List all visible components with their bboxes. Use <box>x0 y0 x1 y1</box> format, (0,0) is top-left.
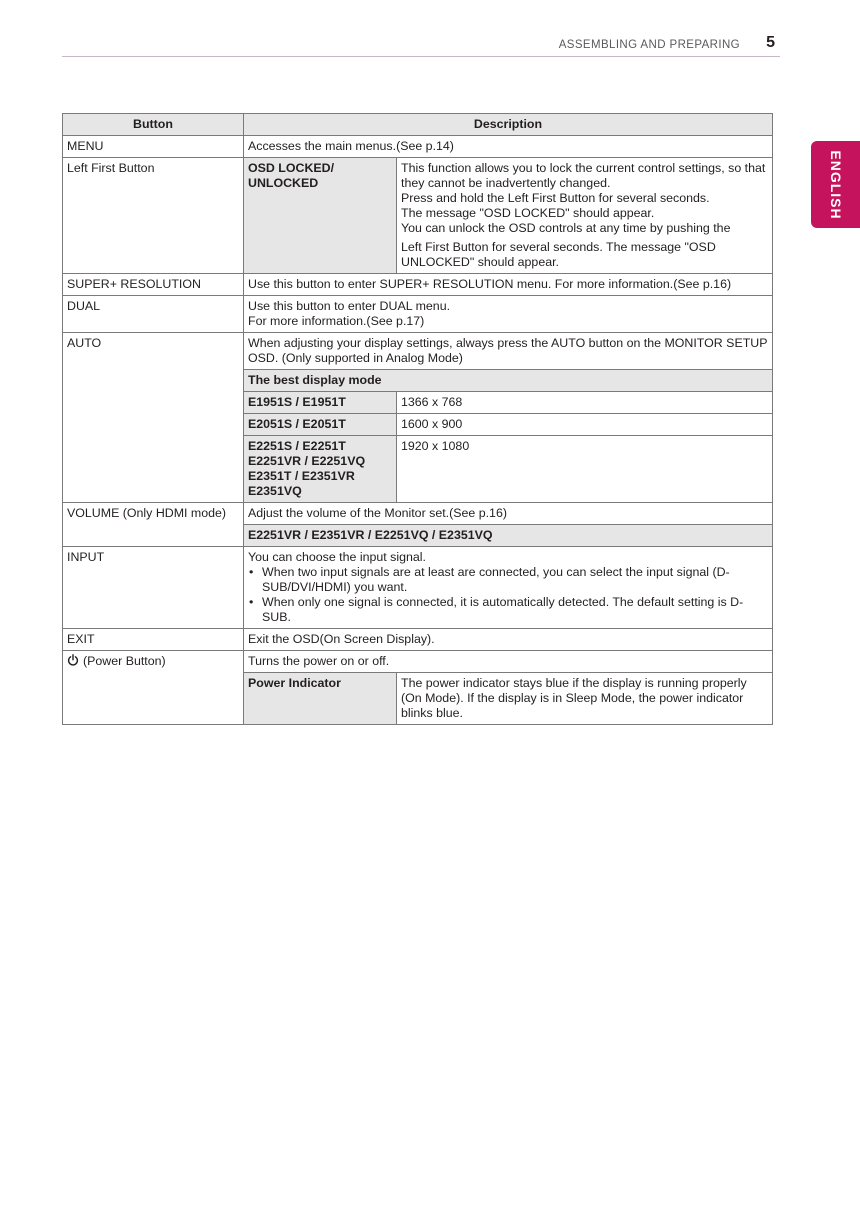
table-row <box>63 651 773 673</box>
language-tab-label: ENGLISH <box>827 149 844 220</box>
button-description: Adjust the volume of the Monitor set.(See p.16) <box>244 503 773 525</box>
resolution-value: 1600 x 900 <box>397 414 773 436</box>
button-name: INPUT <box>63 547 244 629</box>
description-line: The message "OSD LOCKED" should appear. <box>401 206 655 220</box>
resolution-value: 1920 x 1080 <box>397 436 773 503</box>
button-name: AUTO <box>63 333 244 503</box>
sub-description: The power indicator stays blue if the display is running properly (On Mode). If the display is in Sleep Mode, the power indicator blinks blue. <box>397 673 773 725</box>
button-name: EXIT <box>63 629 244 651</box>
bullet-item: • When only one signal is connected, it is automatically detected. The default setting is D-SUB. <box>262 595 768 625</box>
bullet-list <box>248 565 768 625</box>
description-line: You can unlock the OSD controls at any time by pushing the <box>401 221 731 235</box>
table-row <box>63 547 773 629</box>
section-title: ASSEMBLING AND PREPARING <box>558 39 740 51</box>
power-icon <box>67 654 79 666</box>
button-description: Use this button to enter SUPER+ RESOLUTION menu. For more information.(See p.16) <box>244 274 773 296</box>
model-name: E2051S / E2051T <box>244 414 397 436</box>
model-name: E2251VR / E2251VQ <box>248 454 366 468</box>
table-row <box>63 296 773 333</box>
description-line: You can choose the input signal. <box>248 550 426 564</box>
table-header-row <box>63 114 773 136</box>
sub-label: OSD LOCKED/ UNLOCKED <box>244 158 397 274</box>
table-row <box>63 158 773 274</box>
table-row <box>63 274 773 296</box>
resolution-value: 1366 x 768 <box>397 392 773 414</box>
button-name: DUAL <box>63 296 244 333</box>
page-header <box>62 34 780 56</box>
button-description: When adjusting your display settings, always press the AUTO button on the MONITOR SETUP OSD. (Only supported in Analog Mode) <box>244 333 773 370</box>
button-description <box>397 158 773 274</box>
button-description <box>244 547 773 629</box>
table-row <box>63 503 773 525</box>
button-name: MENU <box>63 136 244 158</box>
model-name-list <box>244 436 397 503</box>
description-line: Press and hold the Left First Button for several seconds. <box>401 191 710 205</box>
header-divider <box>62 56 780 57</box>
button-name: SUPER+ RESOLUTION <box>63 274 244 296</box>
bullet-item: • When two input signals are at least are connected, you can select the input signal (D-SUB/DVI/HDMI) you want. <box>262 565 768 595</box>
model-name: E2351T / E2351VR <box>248 469 355 483</box>
button-name: VOLUME (Only HDMI mode) <box>63 503 244 547</box>
model-name: E2351VQ <box>248 484 302 498</box>
button-name-cell <box>63 651 244 725</box>
button-name: (Power Button) <box>83 654 166 668</box>
language-tab <box>811 141 860 228</box>
column-header-button: Button <box>63 114 244 136</box>
best-display-mode-heading: The best display mode <box>244 370 773 392</box>
supported-models: E2251VR / E2351VR / E2251VQ / E2351VQ <box>244 525 773 547</box>
description-line: Left First Button for several seconds. The message "OSD UNLOCKED" should appear. <box>401 240 716 269</box>
button-description <box>244 296 773 333</box>
button-description: Accesses the main menus.(See p.14) <box>244 136 773 158</box>
model-name: E1951S / E1951T <box>244 392 397 414</box>
table-row <box>63 333 773 370</box>
button-description: Exit the OSD(On Screen Display). <box>244 629 773 651</box>
page-number: 5 <box>766 34 775 51</box>
column-header-description: Description <box>244 114 773 136</box>
description-line: Use this button to enter DUAL menu. <box>248 299 451 313</box>
table-row <box>63 629 773 651</box>
model-name: E2251S / E2251T <box>248 439 346 453</box>
sub-label: Power Indicator <box>244 673 397 725</box>
button-description-table <box>62 113 773 725</box>
description-line: This function allows you to lock the current control settings, so that they cannot be inadvertently changed. <box>401 161 766 190</box>
button-name: Left First Button <box>63 158 244 274</box>
description-line: For more information.(See p.17) <box>248 314 425 328</box>
table-row <box>63 136 773 158</box>
button-description: Turns the power on or off. <box>244 651 773 673</box>
